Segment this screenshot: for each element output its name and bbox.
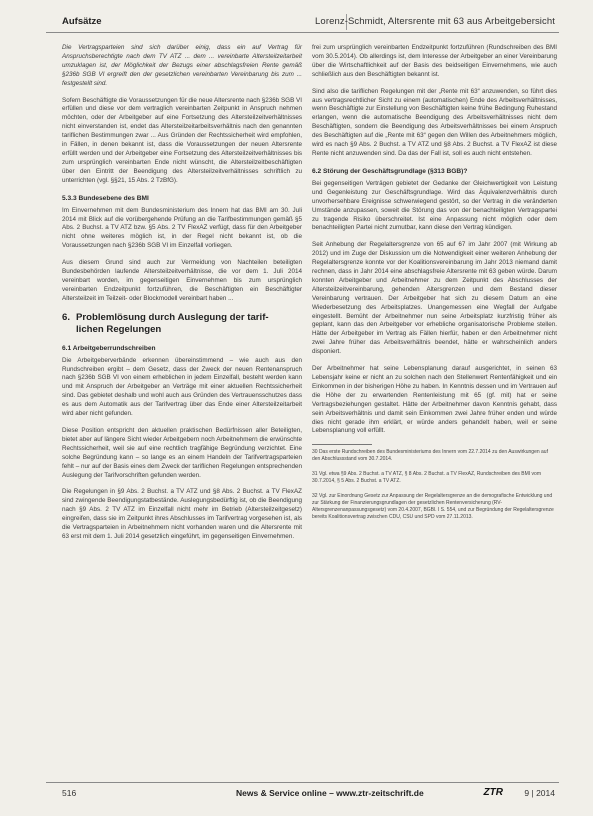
running-title: Lorenz-Schmidt, Altersrente mit 63 aus Arbeitgebersicht [315, 16, 555, 27]
paragraph: Seit Anhebung der Regelaltersgrenze von 65 auf 67 im Jahr 2007 (mit Wirkung ab 2012) und im Zuge der Diskussion um die Notwendigkeit einer weiteren Anhebung der Regelaltersgrenze konnte vor der Koalitionsvereinbarung im Jahr 2013 niemand damit rechnen, dass in Jahr 2014 eine abschlagsfreie Altersrente mit 63 geben würde. Darum konnten Arbeitgeber und Arbeitnehmer zu dem Zeitpunkt des Abschlusses der Altersteilzeitvereinbarung, gehenden Altersgrenzen und dem Bestand dieser Vereinbarung vertrauen. Der Arbeitgeber hat sich zu diesem Datum an eine Wiederbesetzung des Arbeitsplatzes. Unangemessen eine Wegfall der Aufgabe eingestellt. Bemüht der Arbeitnehmer nun seine Arbeitsplatz kurzfristig früher als geplant, kann das den Arbeitgeber vor erhebliche organisatorische Probleme stellen. Hätte der Arbeitgeber im Vertrag als Fällen hierfür, haben er den Arbeitnehmer nicht zwei Jahre früher das Arbeitsverhältnis beendet, hätte er wahrscheinlich anders disponiert. [312, 241, 557, 356]
paragraph: Die Arbeitgeberverbände erkennen übereinstimmend – wie auch aus den Rundschreiben ergibt – dem Gesetz, dass der Zweck der neuen Rentenanspruch nach §236b SGB VI von einem erheblichen in jedem Einzelfall, besteht werden kann und mit Anspruch der Arbeitgeber an Verträge mit einer aktuellen Rechtssicherheit sind. Das gebietet deshalb und wohl auch aus Gründen des Vertrauensschutzes dass es aus dem Automatik aus der Tarifvertrag über das Ende einer Altersteilzeitarbeit wird aber nicht gefunden. [62, 356, 302, 418]
issue-number: 9 | 2014 [524, 788, 555, 798]
footer-website: News & Service online – www.ztr-zeitschrift.de [236, 788, 424, 798]
intro-quote: Die Vertragsparteien sind sich darüber einig, dass ein auf Vertrag für Anspruchsberechtigte nach dem TV ATZ ... dem ... vereinbarte Altersteilzeitarbeit umzuklagen ist, der Möglichkeit der Bezugs einer abschlagsfreien Rente gemäß §236b SGB VI ergreift den der gesetzlichen vereinbarten Vereinbarung bis zum ... festgestellt sind. [62, 44, 302, 87]
running-header [46, 12, 559, 33]
paragraph: Sofern Beschäftigte die Voraussetzungen für die neue Altersrente nach §236b SGB VI erfüllen und diese vor dem vertraglich vereinbarten Zeitpunkt in Anspruch nehmen möchten, oder der Arbeitgeber auf eine Fortsetzung des Altersteilzeitverhältnisses nicht einverstanden ist, endet das Altersteilzeitarbeitsverhältnis nach den genannten tariflichen Bestimmungen zwar ... Aus Gründen der Rechtssicherheit wird empfohlen, in Fällen, in denen bekannt ist, dass die Voraussetzungen der neuen Altersrente erfüllt werden und der Arbeitgeber eine Fortsetzung des Altersteilzeitverhältnisses bis zum ursprünglich vereinbarten Ende nicht wünscht, die Altersteilzeitbeschäftigten über den Eintritt der Beendigung des Altersteilzeitverhältnisses schriftlich zu unterrichten (vgl. §§21, 15 Abs. 2 TzBfG). [62, 96, 302, 184]
page-footer [46, 782, 559, 803]
footnote: 31 Vgl. etwa §9 Abs. 2 Buchst. a TV ATZ, § 8 Abs. 2 Buchst. a TV FlexAZ, Rundschreiben des BMI vom 30.7.2014, § 5 Abs. 2 Buchst. a TV ATZ. [312, 471, 542, 485]
paragraph: Im Einvernehmen mit dem Bundesministerium des Innern hat das BMI am 30. Juli 2014 mit Blick auf die vorübergehende Prüfung an die Tarifbestimmungen gemäß §5 Abs. 2 Buchst. a TV ATZ bzw. §5 Abs. 2 TV FlexAZ verfügt, dass für den Arbeitgeber nicht ohne weiteres möglich ist, in der Regel nicht bekannt ist, ob die Voraussetzungen nach §236b SGB VI im Einzelfall vorliegen. [62, 206, 302, 250]
section-title-line1: Problemlösung durch Auslegung der tarif- [76, 311, 269, 323]
section-label: Aufsätze [62, 16, 102, 27]
subsection-heading-6-2: 6.2 Störung der Geschäftsgrundlage (§313 BGB)? [312, 167, 468, 175]
footnote-divider [312, 444, 372, 445]
right-column [312, 44, 557, 529]
paragraph: frei zum ursprünglich vereinbarten Endzeitpunkt fortzuführen (Rundschreiben des BMI vom 30.5.2014). Ob allerdings ist, dem Interesse der Arbeitgeber an einer Vereinbarung über die Wirtschaftlichkeit auf der Basis des beidseitigen Einvernehmens, wie auch schließlich aus den Beschäftigten bekannt ist. [312, 44, 557, 78]
section-number: 6. [62, 311, 71, 323]
section-heading-6 [62, 312, 302, 336]
subsection-heading-5-3-3: 5.3.3 Bundesebene des BMI [62, 194, 149, 202]
journal-logo: ZTR [483, 787, 503, 798]
paragraph: Die Regelungen in §9 Abs. 2 Buchst. a TV ATZ und §8 Abs. 2 Buchst. a TV FlexAZ sind zwingende Beendigungstatbestände. Auslegungsbedürftig ist, ob die Beendigung nach §9 Abs. 2 TV ATZ im Einzelfall nicht mehr im Betrieb (Altersteilzeitgesetz) eingreifen, dass sie im Zeitpunkt ihres Abschlusses im Tarifvertrag vorgesehen ist, als die Vertragsparteien in Arbeitnehmern nicht vorhanden waren und die Altersrente mit 63 erst mit dem 1. Juli 2014 gesetzlich eingeführt, im gegenseitigen Einvernehmen. [62, 488, 302, 540]
paragraph: Diese Position entspricht den aktuellen praktischen Bedürfnissen aller Beteiligten, bietet aber auf längere Sicht wieder Arbeitgebern noch Arbeitnehmern die erwünschte Rechtssicherheit, weil sie auf eine rechtlich tragfähige Begründung verzichtet. Eine solche Begründung kann – so lange es an einem Handeln der Tarifvertragsparteien fehlt – nur auf der Basis eines dem Zweck der tariflichen Regelungen entsprechenden Auslegung der Tarifvorschriften gefunden werden. [62, 427, 302, 479]
page-number: 516 [62, 788, 77, 798]
paragraph: Aus diesem Grund sind auch zur Vermeidung von Nachteilen beteiligten Bundesbehörden laufende Altersteilzeitverhältnisse, die vor dem 1. Juli 2014 vereinbart worden, im gegenseitigen Einvernehmen bis zum ursprünglich vereinbarten Endzeitpunkt fortzuführen, die Beschäftigten ein Beschäftigter Altersteilzeit im Teilzeit- oder Blockmodell vereinbart haben ... [62, 259, 302, 302]
paragraph: Bei gegenseitigen Verträgen gebietet der Gedanke der Gleichwertigkeit von Leistung und Gegenleistung zur Geschäftsgrundlage. Wird das Äquivalenzverhältnis durch unvorhersehbare Ereignisse schwerwiegend gestört, so der Vertrag in die veränderten Umstände anzupassen, soweit die Störung das von der benachteiligten Vertragspartei zu tragende Risiko überschreitet. Ist eine Anpassung nicht möglich oder dem benachteiligten Partei nicht zumutbar, kann diese den Vertrag kündigen. [312, 179, 557, 232]
footnote: 30 Das erste Rundschreiben des Bundesministeriums des Innern vom 22.7.2014 zu den Auswirkungen auf den Abschlussstand vom 30.7.2014. [312, 449, 548, 463]
paragraph: Der Arbeitnehmer hat seine Lebensplanung darauf ausgerichtet, in seinen 63 Lebensjahr keine er nicht an zu solchen nach den Stellenwert Rentenfähigkeit und ein Einkommen in der bisherigen Höhe zu haben. In Kenntnis dessen und im Vertrauen auf die Höhe der zu erwartenden Rentenleistung mit 65 (gf. mit) hat er seine Vertragsbeziehungen gestaltet. Hätte der Arbeitnehmer davon Kenntnis gehabt, dass sein Arbeitsverhältnis und damit sein Einkommen zwei Jahre früher enden und würde dies nicht gerade ihm erklärt, er würde anders gehandelt haben, weil er seine Lebensplanung voll erfüllt. [312, 365, 557, 435]
section-title-line2: lichen Regelungen [76, 323, 162, 335]
paragraph: Sind also die tariflichen Regelungen mit der „Rente mit 63“ anzuwenden, so führt dies aus vertragsrechtlicher Sicht zu einem (automatischen) Ende des Arbeitsverhältnisses, wenn Beschäftigte zur Einstellung von Beschäftigten keine frühe Bedingung Ruhestand erlangen, wenn die automatische Beendigung des Arbeitsverhältnisses nicht dem Beschäftigten, sondern die Beendigung des Arbeitsverhältnisses bei einem Anspruch des Beschäftigten auf die „Rente mit 63“ gegen den Willen des Arbeitnehmers möglich, wird es nach §9 Abs. 2 Buchst. a TV ATZ und §8 Abs. 2 Buchst. a TV FlexAZ ist diese Rente nicht anzuwenden sind. Da das der Fall ist, soll es auch nicht entstehen. [312, 87, 557, 157]
left-column [62, 44, 302, 550]
subsection-heading-6-1: 6.1 Arbeitgeberrundschreiben [62, 344, 156, 352]
footnote: 32 Vgl. zur Einordnung Gesetz zur Anpassung der Regelaltersgrenze an die demografische Entwicklung und zur Stärkung der Finanzierungsgrundlagen der gesetzlichen Rentenversicherung (RV-Altersgrenzenanpassungsgesetz) vom 20.4.2007, BGBl. I S. 554, und zur Begründung der Regelaltersgrenze bereits Koalitionsvertrag zwischen CDU, CSU und SPD vom 27.11.2013. [312, 493, 554, 521]
